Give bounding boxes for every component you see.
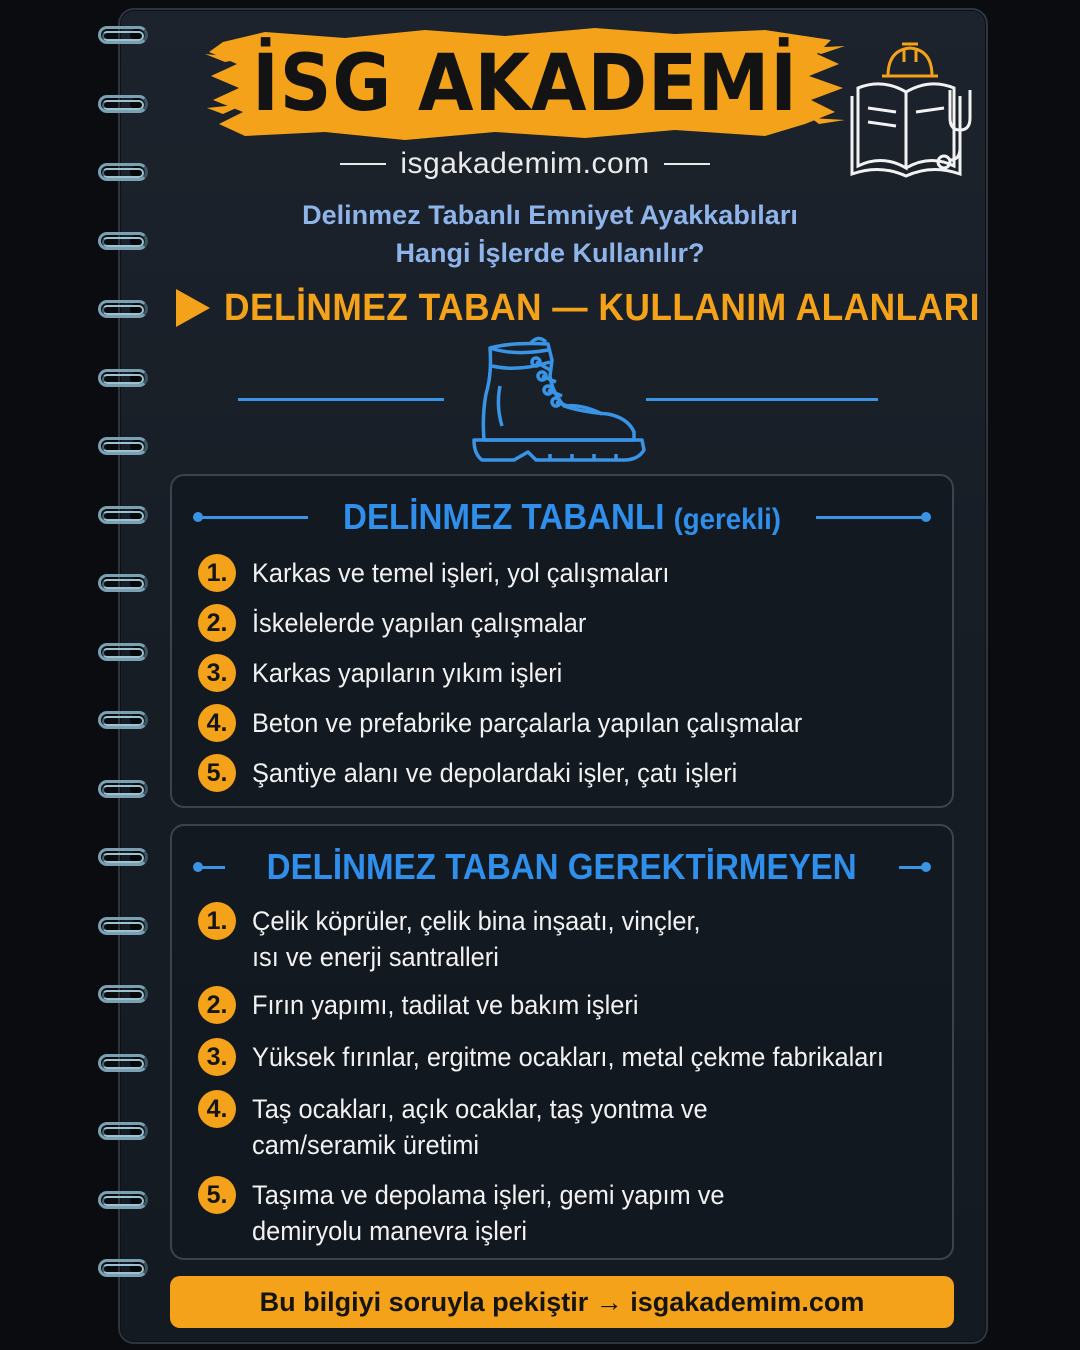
spiral-ring	[96, 1120, 154, 1142]
list-item	[198, 654, 582, 692]
item-number-badge: 2.	[198, 986, 236, 1024]
divider	[664, 163, 710, 165]
item-text-line-2: demiryolu manevra işleri	[252, 1216, 528, 1246]
spiral-ring	[96, 93, 154, 115]
item-number-badge: 1.	[198, 902, 236, 940]
subtitle-line-2: Hangi İşlerde Kullanılır?	[395, 238, 705, 268]
list-item	[198, 554, 696, 592]
footer-cta-banner[interactable]	[170, 1276, 954, 1328]
required-heading-note: (gerekli)	[673, 503, 781, 536]
divider-line-left	[238, 398, 444, 401]
spiral-ring	[96, 504, 154, 526]
item-text-line-1: Taşıma ve depolama işleri, gemi yapım ve	[252, 1180, 725, 1210]
divider	[340, 163, 386, 165]
item-number-badge: 5.	[198, 1176, 236, 1214]
list-item	[198, 754, 768, 792]
heading-line-left	[196, 866, 225, 869]
item-text-line-1: Fırın yapımı, tadilat ve bakım işleri	[252, 990, 639, 1020]
spiral-ring	[96, 1257, 154, 1279]
boot-icon	[452, 336, 652, 472]
spiral-ring	[96, 915, 154, 937]
heading-line-right	[816, 516, 928, 519]
spiral-ring	[96, 1052, 154, 1074]
spiral-ring	[96, 24, 154, 46]
spiral-ring	[96, 1189, 154, 1211]
helmet-icon	[882, 44, 938, 76]
footer-cta-text[interactable]: Bu bilgiyi soruyla pekiştir → isgakademim.com	[259, 1286, 865, 1317]
spiral-ring	[96, 709, 154, 731]
list-item	[198, 704, 837, 742]
not-required-heading-text: DELİNMEZ TABAN GEREKTİRMEYEN	[266, 846, 858, 887]
required-heading	[196, 496, 928, 538]
spiral-ring	[96, 846, 154, 868]
website-row	[330, 146, 720, 182]
spiral-ring	[96, 572, 154, 594]
section-heading	[176, 284, 980, 332]
item-text-line-2: cam/seramik üretimi	[252, 1130, 480, 1160]
list-item	[198, 986, 663, 1024]
book-helmet-stethoscope-icon	[846, 26, 982, 180]
item-text	[252, 1039, 884, 1075]
divider-line-right	[646, 398, 878, 401]
item-number-badge: 1.	[198, 554, 236, 592]
section-title: DELİNMEZ TABAN — KULLANIM ALANLARI	[224, 286, 980, 329]
list-item	[198, 604, 608, 642]
list-item	[198, 1176, 755, 1249]
item-number-badge: 3.	[198, 654, 236, 692]
item-text	[252, 903, 701, 975]
website-link[interactable]: isgakademim.com	[400, 147, 650, 180]
item-number-badge: 4.	[198, 1090, 236, 1128]
play-triangle-icon	[176, 289, 210, 327]
item-number-badge: 4.	[198, 704, 236, 742]
item-text: Karkas yapıların yıkım işleri	[252, 658, 563, 688]
item-text	[252, 1091, 708, 1163]
item-text: Şantiye alanı ve depolardaki işler, çatı işleri	[252, 758, 738, 788]
brand-title: İSG AKADEMİ	[252, 39, 798, 129]
item-text-line-1: Taş ocakları, açık ocaklar, taş yontma ve	[252, 1094, 708, 1124]
book-icon	[852, 84, 960, 176]
page-subtitle	[230, 196, 870, 272]
required-heading-main: DELİNMEZ TABANLI	[343, 496, 665, 537]
spiral-ring	[96, 367, 154, 389]
boot-illustration	[238, 336, 880, 472]
list-item	[198, 1090, 737, 1163]
spiral-ring	[96, 778, 154, 800]
item-number-badge: 3.	[198, 1038, 236, 1076]
spiral-binding-icon	[96, 24, 156, 1294]
spiral-ring	[96, 983, 154, 1005]
item-text-line-2: ısı ve enerji santralleri	[252, 942, 499, 972]
required-heading-text	[328, 496, 795, 538]
item-text	[252, 987, 638, 1023]
not-required-heading	[196, 846, 928, 888]
spiral-ring	[96, 298, 154, 320]
subtitle-line-1: Delinmez Tabanlı Emniyet Ayakkabıları	[302, 200, 798, 230]
spiral-ring	[96, 161, 154, 183]
spiral-ring	[96, 230, 154, 252]
item-text-line-1: Çelik köprüler, çelik bina inşaatı, vinçler,	[252, 906, 701, 936]
list-item	[198, 902, 729, 975]
item-text: Karkas ve temel işleri, yol çalışmaları	[252, 558, 670, 588]
item-number-badge: 2.	[198, 604, 236, 642]
item-text-line-1: Yüksek fırınlar, ergitme ocakları, metal çekme fabrikaları	[252, 1042, 884, 1072]
item-text: Beton ve prefabrike parçalarla yapılan çalışmalar	[252, 708, 803, 738]
not-required-card	[170, 824, 954, 1260]
heading-line-left	[196, 516, 308, 519]
item-text: İskelelerde yapılan çalışmalar	[252, 608, 587, 638]
item-text	[252, 1177, 725, 1249]
spiral-ring	[96, 641, 154, 663]
spiral-ring	[96, 435, 154, 457]
heading-line-right	[899, 866, 928, 869]
list-item	[198, 1038, 924, 1076]
item-number-badge: 5.	[198, 754, 236, 792]
required-card	[170, 474, 954, 808]
